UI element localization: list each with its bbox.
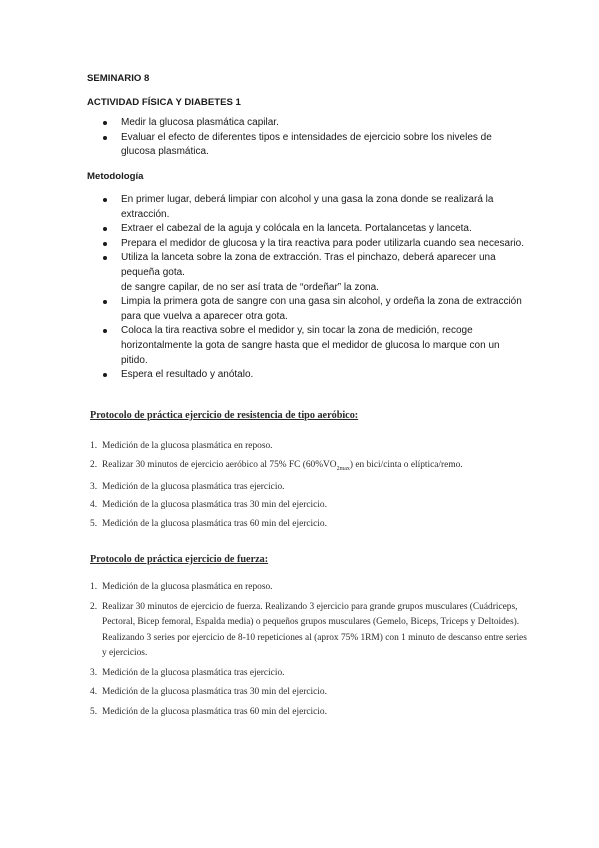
objective-item: Medir la glucosa plasmática capilar.: [87, 116, 527, 131]
objective-item: Evaluar el efecto de diferentes tipos e intensidades de ejercicio sobre los niveles de glucosa plasmática.: [87, 131, 527, 160]
step-item: Extraer el cabezal de la aguja y colócala en la lanceta. Portalancetas y lanceta.: [87, 222, 527, 237]
protocol-item: 5. Medición de la glucosa plasmática tras 60 min del ejercicio.: [90, 518, 327, 529]
step-item: Limpia la primera gota de sangre con una gasa sin alcohol, y ordeña la zona de extracción para que vuelva a aparecer otra gota.: [87, 295, 527, 324]
step-item: Utiliza la lanceta sobre la zona de extracción. Tras el pinchazo, deberá aparecer una pequeña gota.: [87, 251, 527, 280]
step-item: Prepara el medidor de glucosa y la tira reactiva para poder utilizarla cuando sea necesario.: [87, 237, 527, 252]
activity-title: ACTIVIDAD FÍSICA Y DIABETES 1: [87, 97, 241, 108]
strength-protocol-title: Protocolo de práctica ejercicio de fuerza:: [90, 554, 269, 565]
protocol-item: 1. Medición de la glucosa plasmática en reposo.: [90, 582, 273, 592]
aerobic-protocol-title: Protocolo de práctica ejercicio de resistencia de tipo aeróbico:: [90, 410, 359, 421]
protocol-item: 2. Realizar 30 minutos de ejercicio de fuerza. Realizando 3 ejercicio para grande grupos musculares (Cuádriceps, Pectoral, Bicep femoral, Espalda media) o pequeños grupos musculares (Gemelo, Biceps, Triceps y Deltoides). Realizando 3 series por ejercicio de 8-10 repeticiones al (aprox 75% 1RM) con 1 minuto de descanso entre series y ejercicios.: [90, 601, 527, 658]
step-item: Espera el resultado y anótalo.: [87, 368, 527, 383]
aerobic-protocol-list: [90, 437, 530, 533]
protocol-item: 2. Realizar 30 minutos de ejercicio aeróbico al 75% FC $(60\%VO_{2max})$ en bici/cinta o elíptica/remo.: [90, 459, 463, 472]
protocol-item: 4. Medición de la glucosa plasmática tras 30 min del ejercicio.: [90, 687, 327, 697]
objectives-list: [87, 116, 527, 160]
methodology-steps: [87, 193, 527, 383]
protocol-item: 3. Medición de la glucosa plasmática tras ejercicio.: [90, 481, 285, 492]
step-item: En primer lugar, deberá limpiar con alcohol y una gasa la zona donde se realizará la extracción.: [87, 193, 527, 222]
step-continuation: de sangre capilar, de no ser así trata de “ordeñar” la zona.: [121, 281, 379, 293]
step-item: Coloca la tira reactiva sobre el medidor y, sin tocar la zona de medición, recoge horizontalmente la gota de sangre hasta que el medidor de glucosa lo marque con un pitido.: [87, 324, 527, 368]
strength-protocol-list: [90, 580, 530, 720]
protocol-item: 5. Medición de la glucosa plasmática tras 60 min del ejercicio.: [90, 706, 327, 717]
protocol-item: 1. Medición de la glucosa plasmática en reposo.: [90, 441, 273, 451]
protocol-item: 4. Medición de la glucosa plasmática tras 30 min del ejercicio.: [90, 500, 327, 511]
protocol-item: 3. Medición de la glucosa plasmática tras ejercicio.: [90, 667, 285, 678]
seminar-title: SEMINARIO 8: [87, 73, 150, 84]
methodology-title: Metodología: [87, 171, 144, 182]
